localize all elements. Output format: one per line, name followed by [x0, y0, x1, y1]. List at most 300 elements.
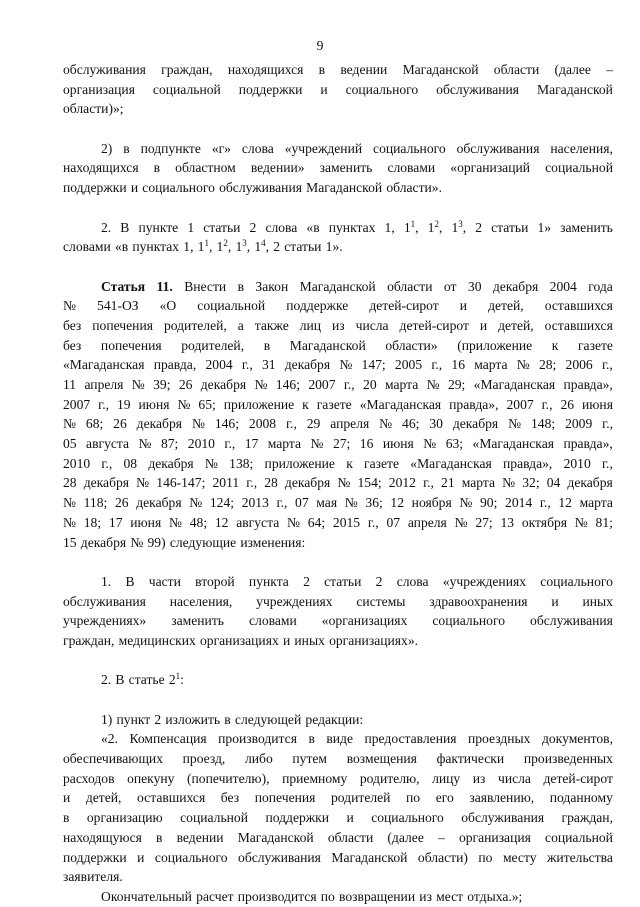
word: 17: [108, 514, 123, 530]
word: августа: [86, 436, 130, 452]
word: к: [346, 455, 353, 471]
word: иных: [582, 593, 613, 609]
word: №: [459, 495, 473, 511]
word: 2010: [187, 436, 215, 452]
word: №: [426, 377, 440, 392]
word: июня: [382, 436, 414, 452]
word: 21: [441, 475, 455, 491]
word: социального: [142, 180, 215, 196]
word: №: [136, 475, 150, 491]
word: части: [148, 573, 181, 589]
word: 2007: [308, 377, 336, 392]
word: находящихся: [227, 62, 304, 77]
word: подпункте: [140, 140, 201, 156]
word: обслуживания: [456, 140, 540, 156]
word: августа: [236, 514, 280, 530]
word: родителей,: [181, 337, 245, 353]
word: №: [191, 416, 205, 432]
word: области: [387, 278, 433, 294]
word: 07: [386, 514, 401, 530]
word: 2: [273, 239, 281, 255]
word: детей,: [498, 317, 534, 333]
word: 46;: [402, 416, 420, 432]
word: апреля: [407, 514, 447, 530]
word: 2.: [101, 219, 112, 235]
text-line: [63, 513, 613, 533]
word: №: [63, 495, 76, 511]
word: приложение: [264, 455, 335, 471]
word: 31: [261, 357, 276, 373]
word: области: [493, 62, 540, 77]
word: пунктах: [132, 239, 180, 255]
page-number: 9: [316, 38, 324, 53]
word: №: [63, 514, 76, 530]
word: его: [435, 790, 454, 806]
text-line: [63, 218, 613, 238]
word: социального: [154, 849, 228, 865]
paragraph-gap: [63, 119, 613, 139]
paragraph-gap: [63, 651, 613, 671]
word: 1.: [101, 573, 112, 589]
word: 26: [178, 377, 193, 392]
word: 12: [390, 495, 405, 511]
word: №: [168, 514, 182, 530]
text-line: [63, 572, 613, 592]
word: $1^3$,: [451, 218, 467, 235]
word: детей-сирот: [369, 298, 439, 314]
word: 146;: [275, 377, 300, 392]
word: 15: [63, 534, 77, 550]
word: 2013: [241, 495, 269, 511]
word: обслуживания: [436, 81, 520, 97]
word: социальной: [180, 810, 249, 826]
word: 48;: [189, 514, 208, 530]
word: 16: [359, 436, 374, 452]
word: г.,: [541, 396, 553, 412]
word: организацию: [86, 810, 163, 826]
word: 63;: [445, 436, 464, 452]
word: и: [346, 810, 354, 826]
word: находящихся: [63, 160, 139, 176]
word: г.,: [276, 495, 288, 511]
word: декабря: [148, 455, 194, 471]
word: из: [419, 888, 432, 904]
word: фактически: [436, 751, 505, 767]
word: поданному: [549, 790, 613, 806]
word: «Магаданская: [359, 396, 442, 412]
word: 19: [116, 396, 131, 412]
word: опекуну: [127, 770, 175, 786]
word: следующей: [234, 711, 302, 727]
word: числа: [355, 317, 389, 333]
word: г.,: [286, 416, 297, 432]
word: №: [177, 396, 191, 412]
word: 2: [303, 573, 310, 589]
word: 1».: [325, 239, 343, 255]
word: 2007: [63, 396, 91, 412]
word: №: [574, 514, 588, 530]
word: здравоохранения: [429, 593, 528, 609]
word: и: [63, 790, 71, 806]
word: $2^1$:: [168, 671, 184, 688]
paragraph-gap: [63, 552, 613, 572]
text-line: [63, 375, 613, 395]
word: расчет: [196, 888, 234, 904]
article-heading: Статья: [101, 278, 146, 294]
word: Магаданской: [306, 180, 383, 196]
word: г.,: [367, 514, 379, 530]
word: июня: [582, 396, 613, 412]
word: слова: [396, 573, 429, 589]
word: №: [310, 436, 324, 452]
word: «Магаданская: [410, 455, 492, 471]
word: проездных: [467, 731, 531, 747]
word: словами: [387, 160, 436, 176]
word: обслуживания: [461, 810, 545, 826]
word: областном: [175, 160, 236, 176]
word: редакции:: [305, 711, 364, 727]
word: второй: [195, 573, 235, 589]
word: №: [287, 514, 300, 530]
word: 1): [101, 711, 113, 727]
word: находящуюся: [63, 829, 142, 845]
word: 26: [560, 396, 575, 412]
word: 90;: [480, 495, 498, 511]
word: изменения:: [240, 534, 306, 550]
word: 138;: [229, 455, 254, 471]
text-line: [63, 80, 613, 100]
word: социальной: [545, 829, 613, 845]
word: 146;: [214, 416, 239, 432]
word: 17: [244, 436, 259, 452]
word: Магаданской: [331, 849, 408, 865]
word: $1^2$,: [216, 238, 232, 255]
word: 148;: [530, 416, 556, 432]
word: жительства: [547, 849, 613, 865]
word: В: [115, 672, 125, 688]
word: «организациях: [321, 613, 408, 629]
text-line: [63, 631, 613, 651]
word: по: [406, 790, 421, 806]
text-line: [63, 729, 613, 749]
word: и: [137, 849, 145, 865]
word: газете: [316, 396, 352, 412]
word: проезд,: [182, 751, 226, 767]
word: (далее: [387, 829, 424, 845]
word: родителей: [330, 790, 391, 806]
word: документов,: [541, 731, 613, 747]
text-line: [63, 887, 613, 907]
word: обслуживания: [238, 849, 321, 865]
word: г.,: [423, 475, 434, 491]
word: В: [125, 573, 135, 589]
word: отдыха.»;: [467, 888, 523, 904]
word: 08: [123, 455, 138, 471]
word: $1^1$,: [403, 218, 419, 235]
word: области)»;: [63, 101, 124, 117]
word: г.,: [101, 455, 113, 471]
word: граждан,: [161, 62, 213, 77]
word: обслуживания: [530, 613, 613, 629]
word: г.,: [602, 455, 613, 471]
word: №: [337, 475, 351, 491]
word: либо: [244, 751, 273, 767]
word: 2005: [394, 357, 423, 373]
word: 1,: [384, 219, 395, 235]
word: г.,: [241, 357, 253, 373]
word: без: [63, 317, 82, 333]
text-line: [63, 533, 613, 553]
word: 1: [187, 219, 195, 235]
word: «учреждениях: [442, 573, 527, 589]
word: производится: [237, 888, 317, 904]
word: 07: [295, 495, 309, 511]
word: граждан,: [561, 810, 613, 826]
word: социального: [432, 613, 506, 629]
word: в: [308, 731, 315, 747]
word: правда»,: [449, 396, 499, 412]
word: и: [320, 81, 328, 97]
word: г.,: [602, 416, 613, 432]
text-line: [63, 828, 613, 848]
word: «г»: [211, 140, 231, 156]
text-line: [63, 808, 613, 828]
word: 2.: [101, 672, 112, 688]
word: Окончательный: [101, 888, 192, 904]
word: 2: [375, 573, 383, 589]
paragraph: [63, 218, 613, 257]
word: в: [224, 711, 231, 727]
word: 12: [558, 495, 572, 511]
word: №: [138, 436, 152, 452]
paragraph: [63, 729, 613, 887]
word: области): [417, 849, 468, 865]
word: и: [479, 317, 488, 333]
word: 36;: [365, 495, 383, 511]
word: социального: [345, 81, 419, 97]
text-line: [63, 670, 613, 690]
word: социальной: [545, 160, 613, 176]
word: 32;: [522, 475, 540, 491]
paragraph: [63, 572, 613, 651]
word: июня: [138, 396, 170, 412]
word: 1,: [183, 239, 194, 255]
text-line: [63, 395, 613, 415]
word: приложение: [223, 396, 295, 412]
word: –: [438, 829, 445, 845]
word: лицу: [432, 770, 461, 786]
word: 2): [101, 140, 113, 156]
word: социальной: [197, 298, 266, 314]
word: 27;: [332, 436, 351, 452]
paragraph: [63, 670, 613, 690]
word: заменить: [171, 613, 224, 629]
word: 28;: [538, 357, 557, 373]
document-body: [63, 60, 613, 907]
word: социального: [540, 573, 613, 589]
paragraph: [63, 139, 613, 198]
word: из: [472, 770, 486, 786]
text-line: [63, 867, 613, 887]
paragraph: [63, 277, 613, 553]
word: попечения: [100, 337, 162, 353]
word: 147;: [361, 357, 386, 373]
word: 11: [63, 377, 77, 392]
word: марта: [384, 377, 419, 392]
text-line: [63, 710, 613, 730]
word: декабря: [452, 416, 499, 432]
word: 26: [113, 416, 127, 432]
word: 2009: [565, 416, 593, 432]
word: Внести: [184, 278, 227, 294]
word: Закон: [255, 278, 289, 294]
word: месту: [502, 849, 537, 865]
word: $1^3$,: [235, 238, 251, 255]
word: 2008: [248, 416, 277, 432]
word: учреждениях»: [63, 613, 147, 629]
word: Магаданской: [402, 62, 479, 77]
word: 18;: [83, 514, 102, 530]
word: обслуживания: [63, 593, 146, 609]
word: детей,: [488, 298, 524, 314]
word: №: [189, 495, 203, 511]
word: 28: [63, 475, 77, 491]
word: 2: [154, 711, 162, 727]
word: апреля: [330, 416, 370, 432]
word: обеспечивающих: [63, 751, 163, 767]
word: обслуживания: [63, 62, 146, 77]
word: 2010: [63, 455, 91, 471]
word: правда»,: [563, 377, 613, 392]
word: возвращении: [339, 888, 416, 904]
text-line: [63, 139, 613, 159]
word: в: [153, 160, 161, 176]
word: 2004: [549, 278, 577, 294]
word: 1»: [537, 219, 552, 235]
word: декабря: [284, 475, 331, 491]
text-line: [63, 296, 613, 316]
word: №: [204, 455, 218, 471]
word: марта: [474, 357, 508, 373]
word: детей-сирот: [543, 770, 613, 786]
word: поддержки: [238, 81, 303, 97]
word: правда»,: [503, 455, 553, 471]
word: обслуживания: [219, 180, 302, 196]
word: оставшихся: [544, 298, 613, 314]
word: 2004: [205, 357, 233, 373]
word: заявлению,: [469, 790, 535, 806]
word: статьи: [324, 573, 362, 589]
word: предоставления: [364, 731, 457, 747]
word: в: [63, 810, 70, 826]
word: возмещения: [346, 751, 417, 767]
word: к: [302, 396, 309, 412]
word: без: [63, 337, 82, 353]
word: «организаций: [450, 160, 531, 176]
word: 30: [429, 416, 443, 432]
word: 64;: [307, 514, 326, 530]
word: декабря: [567, 475, 613, 491]
word: 81;: [595, 514, 613, 530]
text-line: [63, 592, 613, 612]
word: 87;: [160, 436, 179, 452]
text-line: [63, 355, 613, 375]
word: июня: [130, 514, 162, 530]
word: (попечителю),: [187, 770, 270, 786]
word: «2.: [101, 731, 118, 747]
word: $1^2$,: [427, 218, 443, 235]
word: 99): [147, 534, 166, 550]
word: словами: [249, 613, 297, 629]
word: 65;: [198, 396, 216, 412]
word: словами: [63, 239, 111, 255]
word: расходов: [63, 770, 115, 786]
word: марта: [267, 436, 302, 452]
word: организация: [458, 829, 531, 845]
text-line: [63, 473, 613, 493]
word: 30: [467, 278, 482, 294]
word: $1^4$,: [254, 238, 270, 255]
word: слова: [241, 140, 274, 156]
paragraph: [63, 710, 613, 730]
text-line: [63, 769, 613, 789]
word: (приложение: [457, 337, 533, 353]
paragraph-gap: [63, 198, 613, 218]
word: марта: [461, 475, 496, 491]
word: Магаданской: [536, 81, 613, 97]
text-line: [63, 788, 613, 808]
word: декабря: [200, 377, 247, 392]
text-line: [63, 414, 613, 434]
word: 27;: [475, 514, 493, 530]
word: поддержке: [286, 298, 349, 314]
word: родителей,: [163, 317, 227, 333]
word: Магаданской: [237, 829, 314, 845]
word: ноября: [411, 495, 452, 511]
word: 2012: [388, 475, 416, 491]
word: марта: [579, 495, 613, 511]
word: №: [508, 416, 522, 432]
word: 16: [451, 357, 465, 373]
text-line: [63, 749, 613, 769]
word: детей,: [85, 790, 122, 806]
word: поддержки: [63, 849, 127, 865]
word: №: [516, 357, 530, 373]
word: 2006: [565, 357, 593, 373]
word: (далее: [554, 62, 591, 77]
word: пункта: [248, 573, 289, 589]
word: правда,: [153, 357, 197, 373]
word: №: [63, 416, 76, 432]
word: и: [130, 180, 139, 196]
text-line: [63, 848, 613, 868]
word: газете: [577, 337, 613, 353]
word: в: [123, 140, 130, 156]
word: по: [320, 888, 335, 904]
word: статье: [128, 672, 165, 688]
word: населения,: [550, 140, 613, 156]
word: учреждениях: [256, 593, 333, 609]
word: октября: [521, 514, 568, 530]
text-line: [63, 316, 613, 336]
word: а: [237, 317, 244, 333]
word: и: [551, 593, 559, 609]
word: ведении»: [250, 160, 305, 176]
word: Компенсация: [129, 731, 207, 747]
word: декабря: [83, 475, 130, 491]
word: №: [502, 475, 516, 491]
word: «Магаданская: [472, 436, 554, 452]
